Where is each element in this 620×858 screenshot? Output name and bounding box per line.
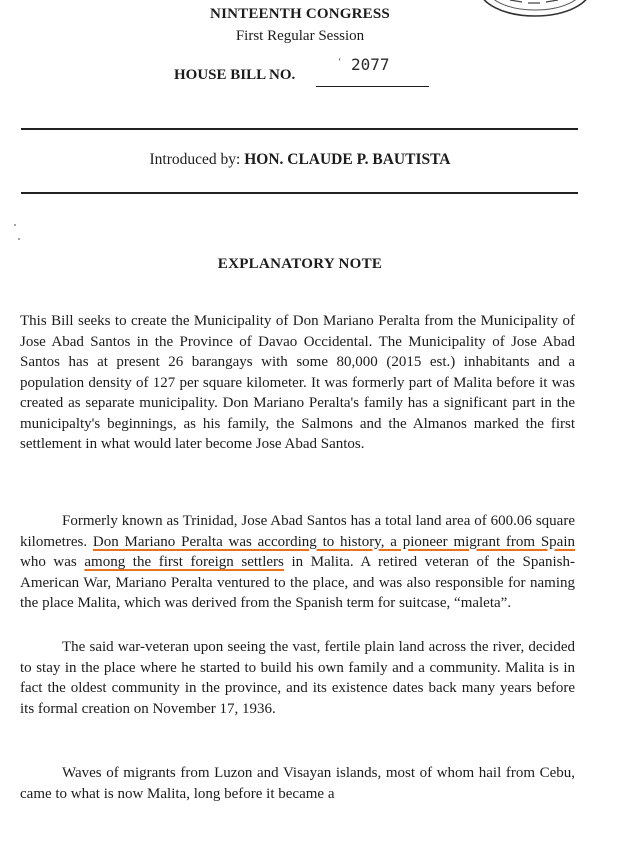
paragraph-4: Waves of migrants from Luzon and Visayan islands, most of whom hail from Cebu, came to what is now Malita, long before it became a <box>20 765 575 802</box>
session-heading: First Regular Session <box>235 28 365 44</box>
scan-speck <box>18 238 20 240</box>
congress-heading: NINTEENTH CONGRESS <box>210 6 390 22</box>
bill-number: 2077 <box>351 55 390 74</box>
divider-bottom <box>21 192 578 194</box>
introduced-by-label: Introduced by: <box>149 151 241 168</box>
paragraph-2-text-c: in Malita. A retired veteran of the Spanish-American War, Mariano Peralta ventured to the place, and was also responsible for naming the place Malita, which was derived from the Spanish term for suitcase, “maleta”. <box>20 554 576 611</box>
paragraph-2 <box>20 511 575 614</box>
bill-number-underline <box>316 86 429 87</box>
author-name: HON. CLAUDE P. BAUTISTA <box>244 151 451 168</box>
bill-label: HOUSE BILL NO. <box>174 67 296 83</box>
stamp-mark: ‘ <box>338 57 342 68</box>
paragraph-3: The said war-veteran upon seeing the vast, fertile plain land across the river, decided to stay in the place where he started to build his own family and a community. Malita is in fact the oldest community in the province, and its existence dates back many years before its formal creation on November 17, 1936. <box>20 639 575 717</box>
highlighted-phrase-settlers: among the first foreign settlers <box>84 554 284 570</box>
scan-speck <box>14 224 16 226</box>
divider-top <box>21 128 578 130</box>
paragraph-2-text-b: who was <box>20 554 77 570</box>
introduced-by-line <box>0 151 600 169</box>
paragraph-1: This Bill seeks to create the Municipality of Don Mariano Peralta from the Municipality of Jose Abad Santos in the Province of Davao Occidental. The Municipality of Jose Abad Santos has at present 26 barangays with some 80,000 (2015 est.) inhabitants and a population density of 127 per square kilometer. It was formerly part of Malita before it was created as separate municipality. Don Mariano Peralta's family has a significant part in the municipalty's beginnings, as his family, the Salmons and the Almanos marked the first settlement in what would later become Jose Abad Santos. <box>20 313 575 452</box>
paragraph-2-text-a: Formerly known as Trinidad, Jose Abad Santos has a total land area of 600.06 square kilometres. <box>20 513 575 550</box>
explanatory-note-title: EXPLANATORY NOTE <box>217 256 383 272</box>
highlighted-phrase-pioneer: Don Mariano Peralta was according to history, a pioneer migrant from Spain <box>92 533 576 550</box>
